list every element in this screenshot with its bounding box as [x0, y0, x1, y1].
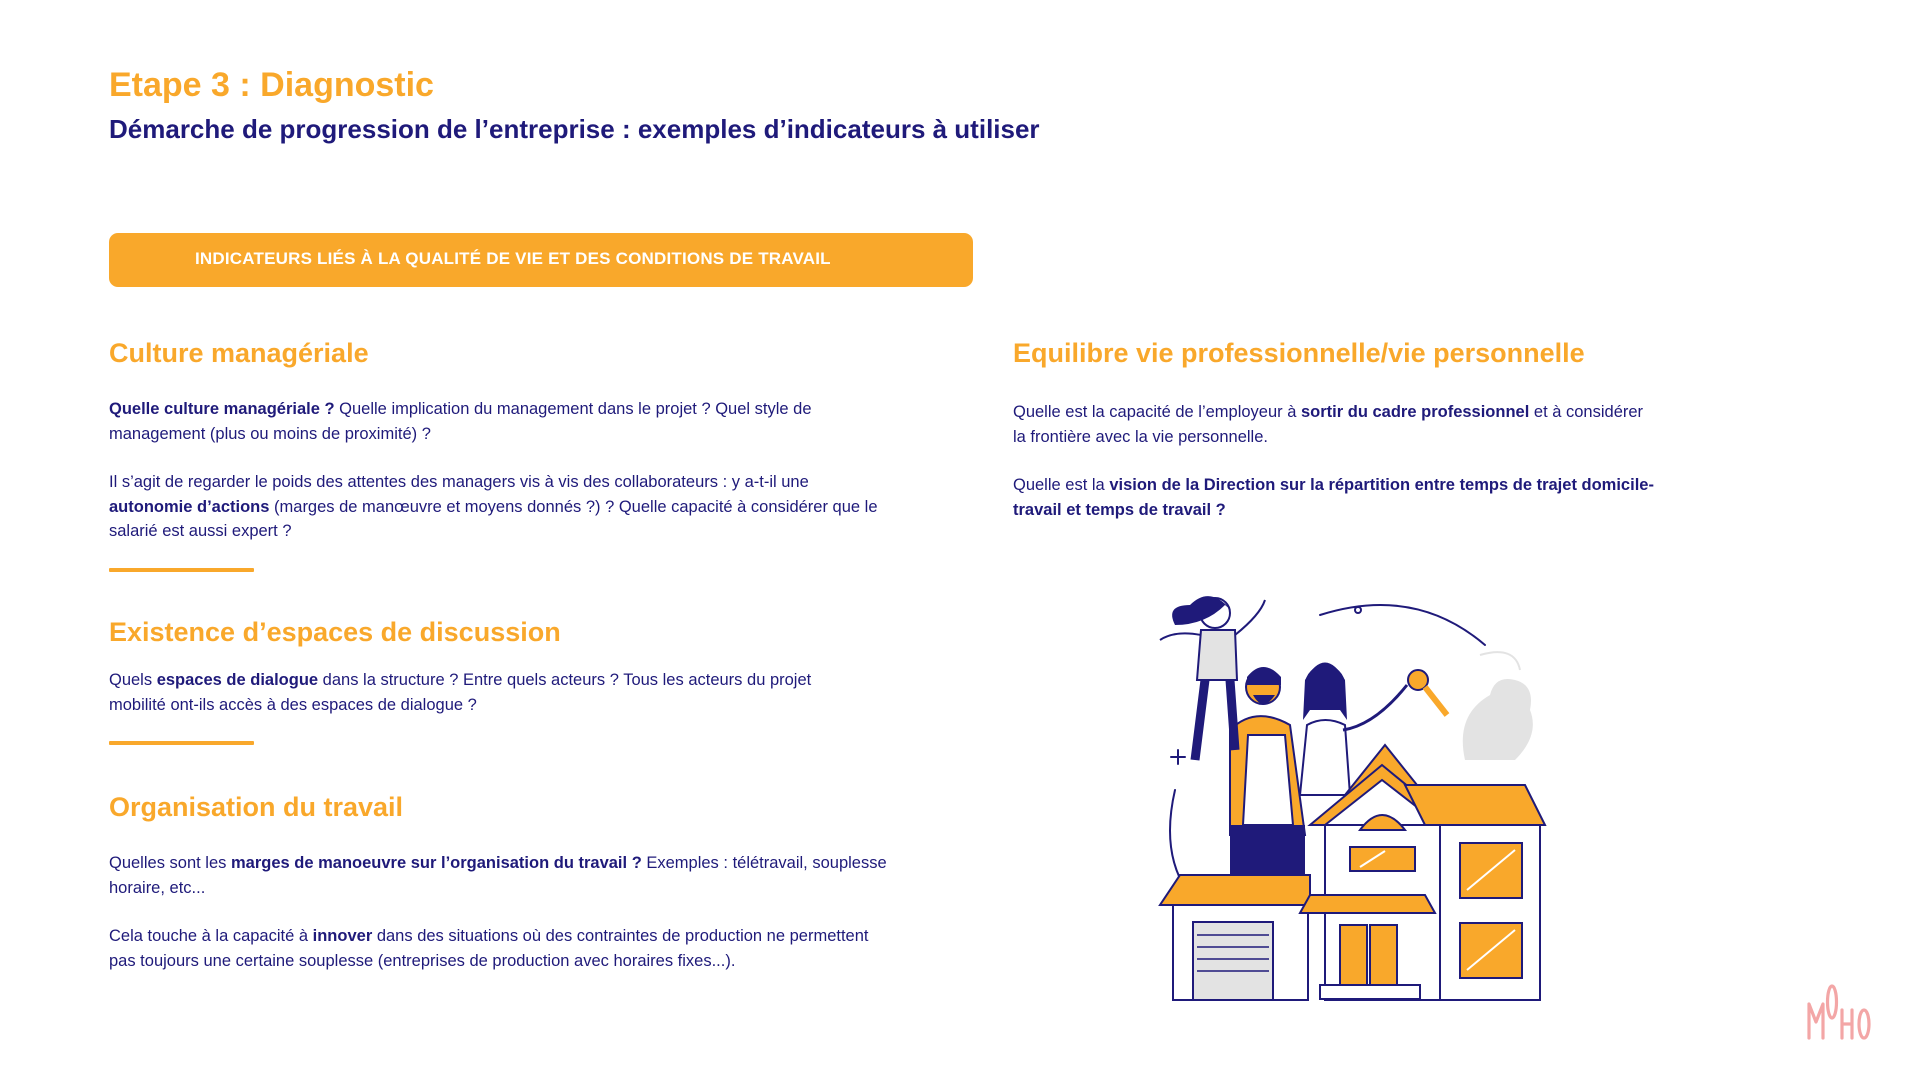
- family-house-icon: [1135, 585, 1585, 1010]
- section-divider: [109, 741, 254, 745]
- banner-label: INDICATEURS LIÉS À LA QUALITÉ DE VIE ET DES CONDITIONS DE TRAVAIL: [195, 249, 831, 268]
- section-title-organisation: Organisation du travail: [109, 792, 404, 822]
- culture-paragraph-2: Il s’agit de regarder le poids des attentes des managers vis à vis des collaborateurs : y a-t-il une autonomie d’actions (marges de manœuvre et moyens donnés ?) ? Quelle capacité à considérer que le salarié est aussi expert ?: [109, 473, 878, 540]
- indicators-banner: [109, 233, 973, 287]
- page-title: Etape 3 : Diagnostic: [109, 66, 434, 104]
- section-title-culture: Culture managériale: [109, 338, 369, 368]
- organisation-paragraph-1: Quelles sont les marges de manoeuvre sur l’organisation du travail ? Exemples : télétravail, souplesse horaire, etc...: [109, 854, 887, 897]
- organisation-paragraph-2: Cela touche à la capacité à innover dans des situations où des contraintes de production ne permettent pas toujours une certaine souplesse (entreprises de production avec horaires fixes...).: [109, 927, 869, 970]
- equilibre-paragraph-1: Quelle est la capacité de l’employeur à sortir du cadre professionnel et à considérer la frontière avec la vie personnelle.: [1013, 403, 1644, 446]
- section-title-equilibre: Equilibre vie professionnelle/vie personnelle: [1013, 338, 1585, 368]
- page-subtitle: Démarche de progression de l’entreprise : exemples d’indicateurs à utiliser: [109, 114, 1040, 144]
- equilibre-paragraph-2: Quelle est la vision de la Direction sur la répartition entre temps de trajet domicile-travail et temps de travail ?: [1013, 476, 1654, 519]
- moho-logo: [1806, 980, 1874, 1042]
- section-divider: [109, 568, 254, 572]
- espaces-paragraph-1: Quels espaces de dialogue dans la structure ? Entre quels acteurs ? Tous les acteurs du projet mobilité ont-ils accès à des espaces de dialogue ?: [109, 671, 812, 714]
- section-title-espaces: Existence d’espaces de discussion: [109, 617, 561, 647]
- culture-paragraph-1: Quelle culture managériale ? Quelle implication du management dans le projet ? Quel style de management (plus ou moins de proximité) ?: [109, 400, 812, 443]
